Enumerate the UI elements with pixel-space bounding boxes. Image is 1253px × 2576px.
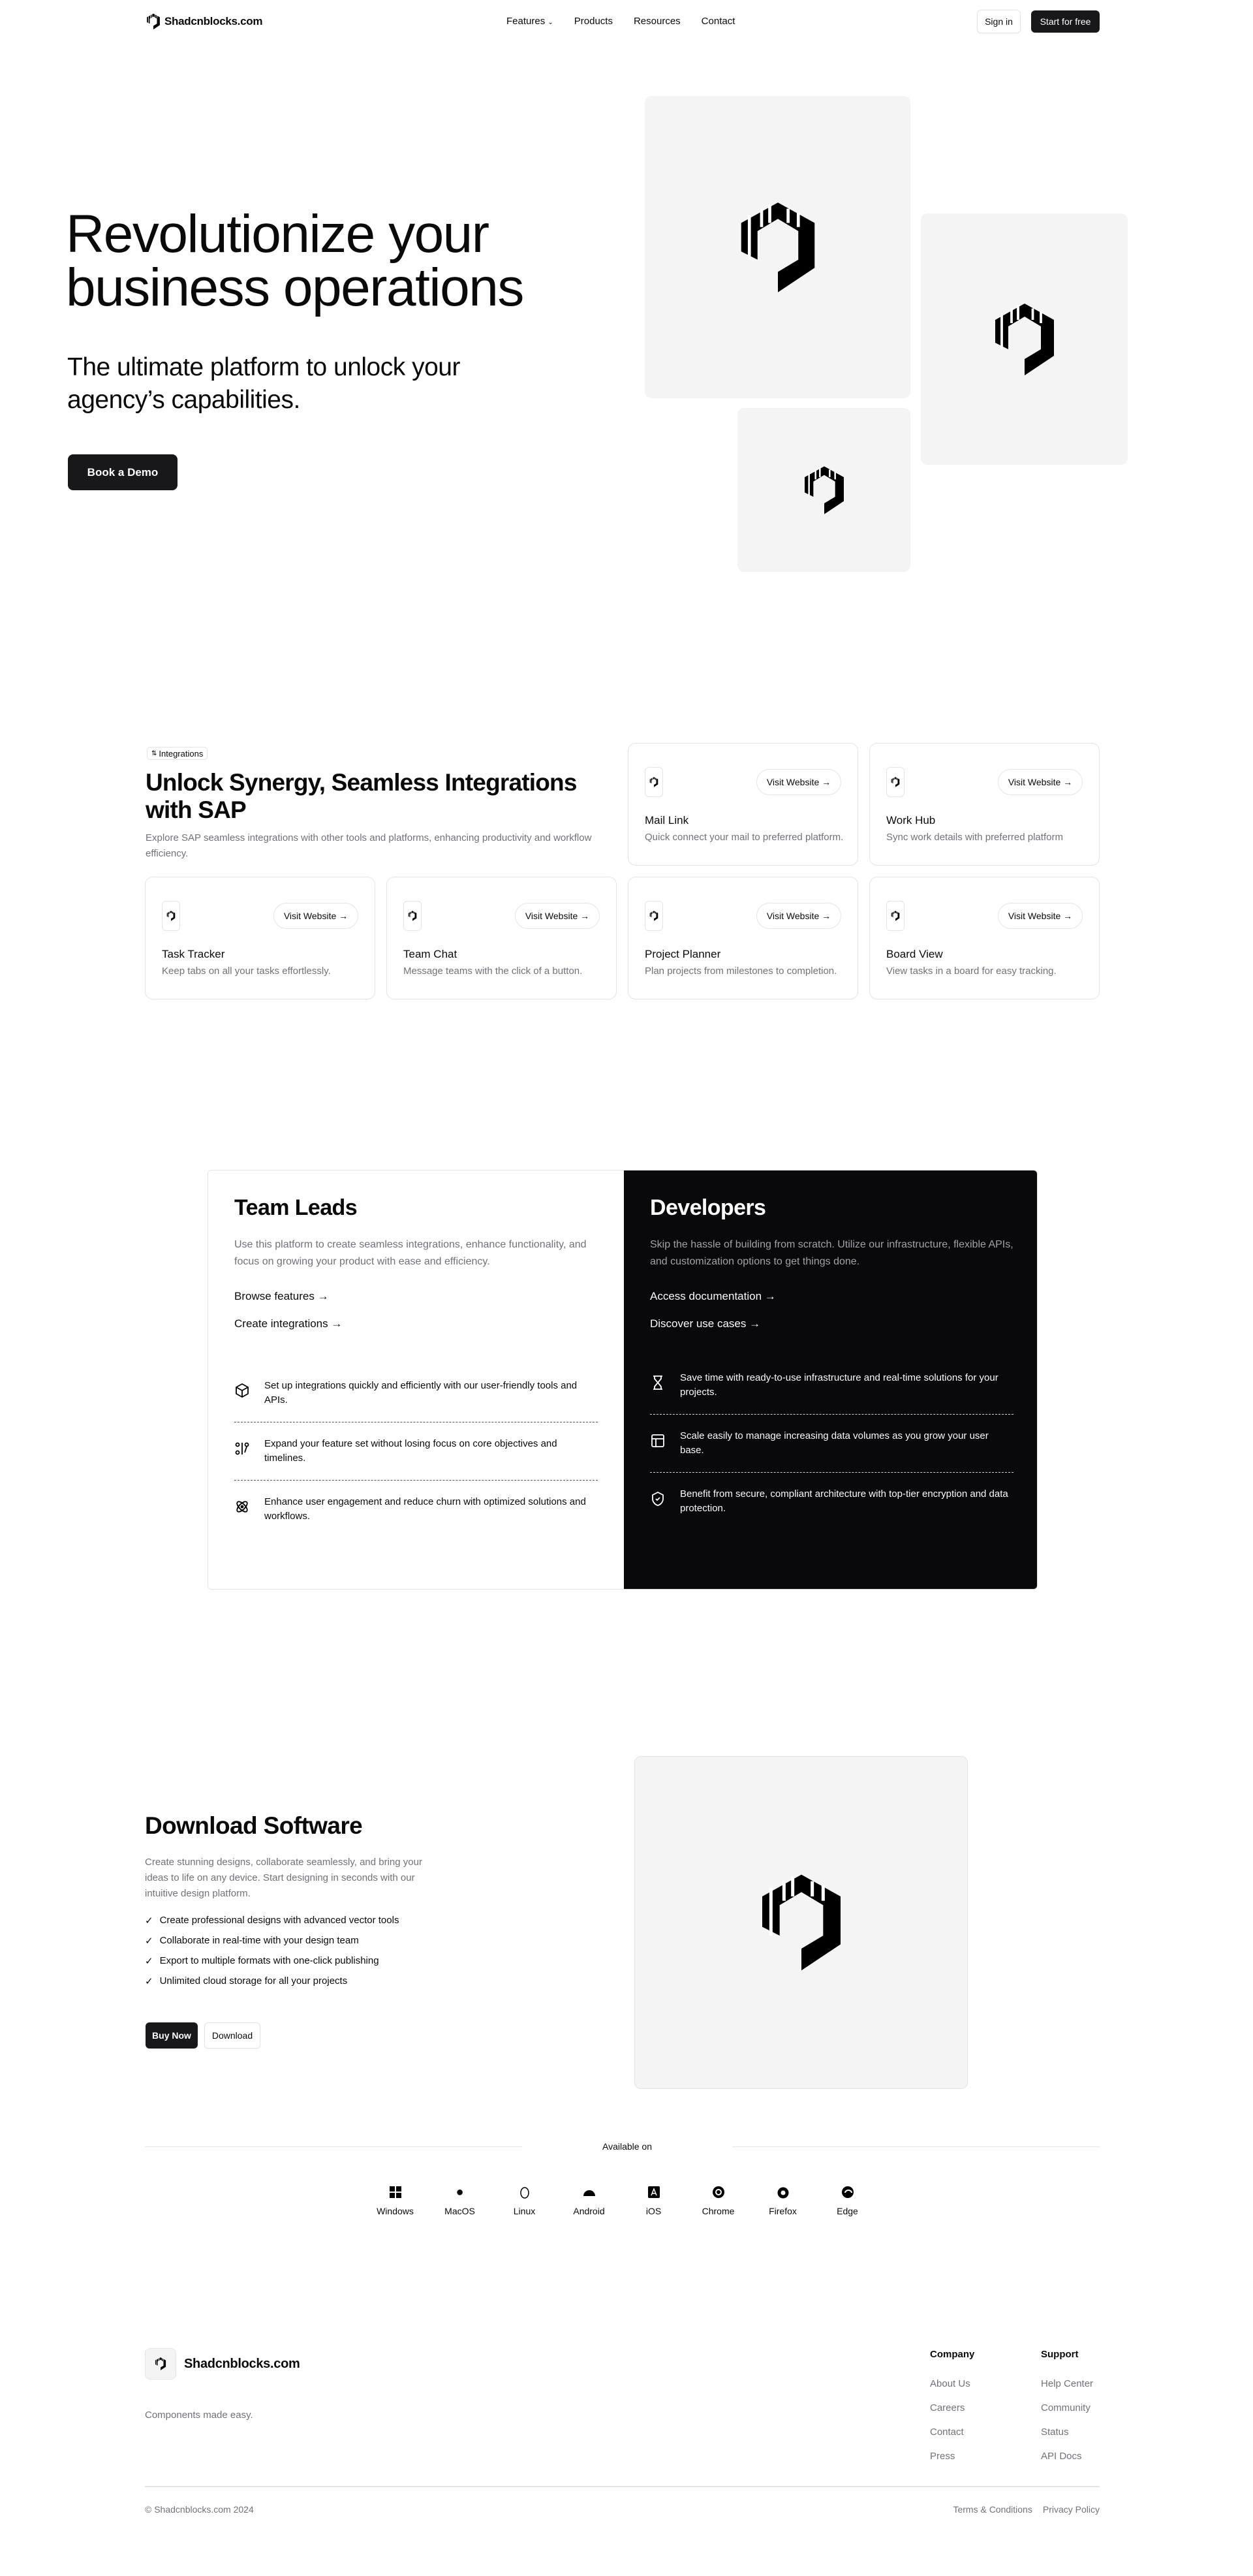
nav-features[interactable] xyxy=(506,16,553,27)
linux-icon xyxy=(492,2184,557,2201)
edge-icon xyxy=(815,2184,880,2201)
arrow-right-icon: → xyxy=(822,777,831,787)
refresh-icon: ⇅ xyxy=(151,749,157,757)
feature-item xyxy=(234,1422,598,1480)
platform-edge[interactable] xyxy=(815,2184,880,2216)
arrow-right-icon: → xyxy=(580,911,590,921)
hero-title xyxy=(66,204,523,317)
platform-label: Windows xyxy=(377,2206,414,2216)
team-leads-desc: Use this platform to create seamless integrations, enhance functionality, and focus on growing your product with ease and efficiency. xyxy=(234,1239,587,1267)
visit-label: Visit Website xyxy=(283,911,337,921)
card-desc: View tasks in a board for easy tracking. xyxy=(886,966,1057,977)
hero-image-1 xyxy=(645,96,910,398)
book-demo-button[interactable]: Book a Demo xyxy=(68,454,178,490)
platform-chrome[interactable] xyxy=(686,2184,750,2216)
visit-label: Visit Website xyxy=(1008,911,1061,921)
hero-image-3 xyxy=(737,408,910,572)
card-title: Mail Link xyxy=(645,814,689,826)
hourglass-icon xyxy=(650,1375,666,1390)
platform-label: Edge xyxy=(837,2206,858,2216)
platform-label: MacOS xyxy=(444,2206,475,2216)
check-item xyxy=(145,1915,399,1926)
footer-link[interactable]: API Docs xyxy=(1041,2451,1082,2462)
card-title: Work Hub xyxy=(886,814,936,826)
footer-link[interactable]: Contact xyxy=(930,2427,964,2438)
integration-card xyxy=(869,743,1100,866)
visit-label: Visit Website xyxy=(1008,777,1061,787)
task-tracker-icon xyxy=(162,901,180,931)
check-text: Export to multiple formats with one-click publishing xyxy=(159,1955,379,1966)
platform-linux[interactable] xyxy=(492,2184,557,2216)
card-desc: Keep tabs on all your tasks effortlessly. xyxy=(162,966,331,977)
integration-card xyxy=(386,877,617,999)
hero-subtitle: The ultimate platform to unlock your agency’s capabilities. xyxy=(67,353,460,414)
feature-item xyxy=(650,1415,1013,1472)
download-image xyxy=(634,1756,968,2089)
platform-label: Firefox xyxy=(769,2206,797,2216)
board-view-icon xyxy=(886,901,905,931)
check-item xyxy=(145,1975,399,1987)
integration-card xyxy=(628,877,858,999)
card-title: Task Tracker xyxy=(162,948,225,960)
visit-website-button[interactable] xyxy=(756,903,841,929)
feature-text: Save time with ready-to-use infrastructure and real-time solutions for your projects. xyxy=(680,1372,998,1398)
card-title: Board View xyxy=(886,948,943,960)
sign-in-button[interactable]: Sign in xyxy=(977,10,1021,33)
footer-brand: Shadcnblocks.com xyxy=(184,2356,300,2371)
start-free-button[interactable]: Start for free xyxy=(1031,10,1100,33)
nav-contact[interactable]: Contact xyxy=(701,16,735,27)
developers-title: Developers xyxy=(650,1195,766,1220)
arrow-right-icon: → xyxy=(764,1290,776,1302)
logo-icon xyxy=(146,12,161,31)
check-text: Create professional designs with advanced vector tools xyxy=(159,1915,399,1926)
integrations-desc: Explore SAP seamless integrations with other tools and platforms, enhancing productivity and workflow efficiency. xyxy=(146,832,592,859)
footer-link[interactable]: Status xyxy=(1041,2427,1069,2438)
nav-features-label: Features xyxy=(506,16,546,27)
cube-logo-icon xyxy=(801,464,848,516)
platform-label: Chrome xyxy=(702,2206,735,2216)
card-desc: Quick connect your mail to preferred platform. xyxy=(645,832,844,843)
team-leads-title: Team Leads xyxy=(234,1195,358,1220)
feature-item xyxy=(650,1473,1013,1530)
download-desc: Create stunning designs, collaborate seamlessly, and bring your ideas to life on any device. Start designing in seconds with our intuitive design platform. xyxy=(145,1857,422,1899)
integration-card xyxy=(628,743,858,866)
chevron-down-icon: ⌄ xyxy=(548,19,553,26)
check-icon: ✓ xyxy=(145,1956,153,1967)
check-icon: ✓ xyxy=(145,1936,153,1947)
work-hub-icon xyxy=(886,767,905,797)
cube-logo-icon xyxy=(732,198,824,296)
check-icon: ✓ xyxy=(145,1915,153,1926)
atom-icon xyxy=(234,1499,250,1515)
card-desc: Message teams with the click of a button. xyxy=(403,966,583,977)
copyright: © Shadcnblocks.com 2024 xyxy=(145,2504,254,2515)
feature-item xyxy=(234,1364,598,1422)
nav-products[interactable]: Products xyxy=(574,16,613,27)
card-title: Project Planner xyxy=(645,948,721,960)
integrations-badge xyxy=(147,747,208,760)
check-text: Collaborate in real-time with your design team xyxy=(159,1935,359,1946)
apple-icon: ● xyxy=(456,2184,464,2199)
audience-section xyxy=(208,1170,1038,1590)
visit-website-button[interactable] xyxy=(998,769,1083,795)
footer-divider xyxy=(145,2486,1100,2487)
visit-label: Visit Website xyxy=(766,911,820,921)
cube-logo-icon xyxy=(756,1870,847,1975)
mail-link-icon xyxy=(645,767,663,797)
available-on-label: Available on xyxy=(602,2141,653,2152)
visit-website-button[interactable] xyxy=(273,903,358,929)
platform-firefox[interactable] xyxy=(750,2184,815,2216)
check-text: Unlimited cloud storage for all your projects xyxy=(159,1975,348,1987)
badge-label: Integrations xyxy=(159,748,204,759)
browse-features-link[interactable] xyxy=(234,1290,598,1303)
platform-ios[interactable] xyxy=(621,2184,686,2216)
integration-card xyxy=(869,877,1100,999)
visit-website-button[interactable] xyxy=(515,903,600,929)
visit-website-button[interactable] xyxy=(998,903,1083,929)
platform-label: Android xyxy=(573,2206,605,2216)
link-label: Access documentation xyxy=(650,1290,762,1302)
arrow-right-icon: → xyxy=(822,911,831,921)
feature-text: Set up integrations quickly and efficiently with our user-friendly tools and APIs. xyxy=(264,1380,578,1406)
brand-name: Shadcnblocks.com xyxy=(164,15,263,27)
feature-text: Enhance user engagement and reduce churn with optimized solutions and workflows. xyxy=(264,1496,586,1522)
footer-link[interactable]: Help Center xyxy=(1041,2378,1094,2389)
footer-logo-icon xyxy=(145,2348,176,2380)
feature-text: Benefit from secure, compliant architecture with top-tier encryption and data protection. xyxy=(680,1488,1008,1514)
visit-website-button[interactable] xyxy=(756,769,841,795)
platform-android[interactable] xyxy=(557,2184,621,2216)
android-icon xyxy=(557,2184,621,2201)
platform-label: iOS xyxy=(645,2206,662,2216)
feature-item xyxy=(234,1481,598,1538)
developers-panel xyxy=(624,1170,1038,1589)
firefox-icon xyxy=(750,2184,815,2201)
developers-desc: Skip the hassle of building from scratch. Utilize our infrastructure, flexible APIs, and customization options to get things done. xyxy=(650,1239,1013,1267)
platform-label: Linux xyxy=(513,2206,536,2216)
feature-text: Scale easily to manage increasing data volumes as you grow your user base. xyxy=(680,1430,989,1456)
nav-resources[interactable]: Resources xyxy=(633,16,681,27)
app-store-icon xyxy=(621,2184,686,2201)
card-desc: Sync work details with preferred platform xyxy=(886,832,1063,843)
team-chat-icon xyxy=(403,901,422,931)
footer-heading: Company xyxy=(930,2349,975,2360)
hero-title-line1: Revolutionize your xyxy=(66,204,489,264)
link-label: Browse features xyxy=(234,1290,315,1302)
git-compare-icon xyxy=(234,1441,250,1456)
link-label: Create integrations xyxy=(234,1317,328,1330)
platform-macos[interactable] xyxy=(427,2184,492,2216)
footer-link[interactable]: About Us xyxy=(930,2378,970,2389)
buy-now-button[interactable]: Buy Now xyxy=(146,2022,198,2049)
team-leads-panel xyxy=(208,1170,624,1589)
check-icon: ✓ xyxy=(145,1976,153,1987)
integrations-title: Unlock Synergy, Seamless Integrations with SAP xyxy=(146,769,577,823)
arrow-right-icon: → xyxy=(749,1317,761,1330)
arrow-right-icon: → xyxy=(1063,911,1073,921)
platform-windows[interactable] xyxy=(363,2184,427,2216)
feature-checklist xyxy=(145,1915,399,1996)
feature-item xyxy=(650,1357,1013,1414)
footer-tagline: Components made easy. xyxy=(145,2410,253,2421)
card-desc: Plan projects from milestones to completion. xyxy=(645,966,837,977)
check-item xyxy=(145,1935,399,1947)
visit-label: Visit Website xyxy=(525,911,578,921)
access-docs-link[interactable] xyxy=(650,1290,1015,1303)
footer-support xyxy=(1041,2349,1093,2475)
feature-text: Expand your feature set without losing focus on core objectives and timelines. xyxy=(264,1438,557,1464)
footer-heading: Support xyxy=(1041,2349,1079,2360)
box-icon xyxy=(234,1383,250,1398)
footer-legal xyxy=(953,2504,1100,2515)
chrome-icon xyxy=(686,2184,750,2201)
windows-icon xyxy=(363,2184,427,2201)
link-label: Discover use cases xyxy=(650,1317,747,1330)
download-title: Download Software xyxy=(145,1812,363,1839)
hero-title-line2: business operations xyxy=(66,258,523,317)
terms-link[interactable]: Terms & Conditions xyxy=(953,2504,1032,2515)
download-button[interactable]: Download xyxy=(204,2022,260,2049)
arrow-right-icon: → xyxy=(339,911,348,921)
main-nav xyxy=(496,16,745,27)
arrow-right-icon: → xyxy=(317,1290,329,1302)
integration-card xyxy=(145,877,375,999)
footer-company xyxy=(930,2349,974,2475)
discover-use-cases-link[interactable] xyxy=(650,1317,1015,1330)
hero-image-2 xyxy=(921,213,1128,465)
shield-check-icon xyxy=(650,1491,666,1507)
footer-link[interactable]: Press xyxy=(930,2451,955,2462)
footer-logo[interactable] xyxy=(145,2348,300,2380)
arrow-right-icon: → xyxy=(331,1317,343,1330)
cube-logo-icon xyxy=(989,300,1060,379)
card-title: Team Chat xyxy=(403,948,457,960)
footer-link[interactable]: Careers xyxy=(930,2402,965,2413)
check-item xyxy=(145,1955,399,1967)
logo[interactable] xyxy=(146,12,262,31)
footer-link[interactable]: Community xyxy=(1041,2402,1091,2413)
create-integrations-link[interactable] xyxy=(234,1317,598,1330)
privacy-link[interactable]: Privacy Policy xyxy=(1042,2504,1100,2515)
project-planner-icon xyxy=(645,901,663,931)
visit-label: Visit Website xyxy=(766,777,820,787)
arrow-right-icon: → xyxy=(1063,777,1073,787)
layout-icon xyxy=(650,1433,666,1449)
